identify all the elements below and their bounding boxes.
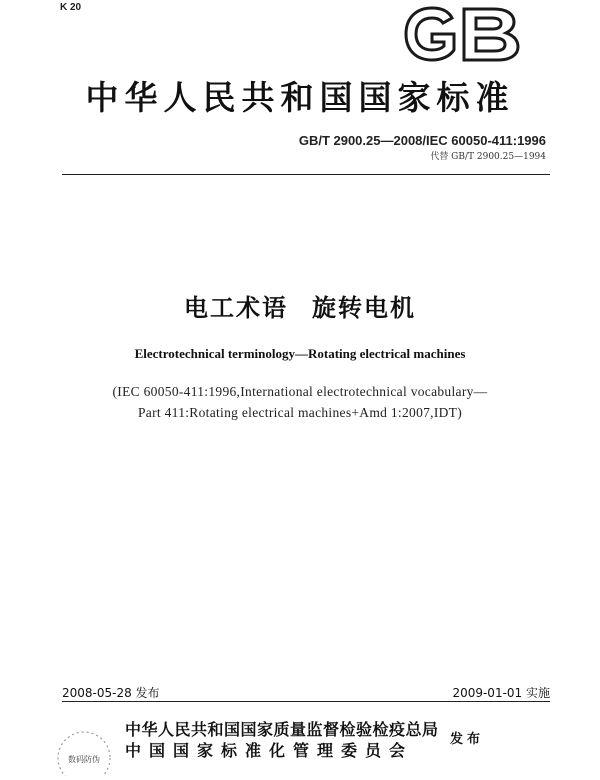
svg-text:数码防伪: 数码防伪 [68, 755, 100, 764]
english-title: Electrotechnical terminology—Rotating electrical machines [134, 346, 466, 361]
anti-counterfeit-seal [52, 718, 116, 776]
issue-label: 发布 [450, 732, 485, 747]
standard-number: GB/T 2900.25—2008/IEC 60050-411:1996 [298, 133, 546, 148]
header-divider [62, 174, 550, 175]
issue-date: 2008-05-28 发布 [62, 686, 160, 700]
iec-equivalence [0, 381, 600, 423]
footer-divider [62, 701, 550, 702]
iec-equivalence-line1: (IEC 60050-411:1996,International electrotechnical vocabulary— [112, 384, 488, 399]
implementation-date: 2009-01-01 实施 [452, 686, 550, 700]
chinese-title-part2: 旋转电机 [312, 294, 416, 322]
iec-equivalence-line2: Part 411:Rotating electrical machines+Amd 1:2007,IDT) [137, 405, 463, 420]
gb-logo [402, 4, 522, 64]
issuer-sac: 中国国家标准化管理委员会 [125, 741, 414, 760]
national-standard-heading: 中华人民共和国国家标准 [85, 78, 515, 117]
chinese-title [0, 288, 600, 323]
issuer-aqsiq: 中华人民共和国国家质量监督检验检疫总局 [125, 720, 439, 739]
chinese-title-part1: 电工术语 [184, 294, 288, 322]
ics-code: K 20 [60, 2, 82, 13]
replaces-standard: 代替 GB/T 2900.25—1994 [430, 152, 546, 162]
